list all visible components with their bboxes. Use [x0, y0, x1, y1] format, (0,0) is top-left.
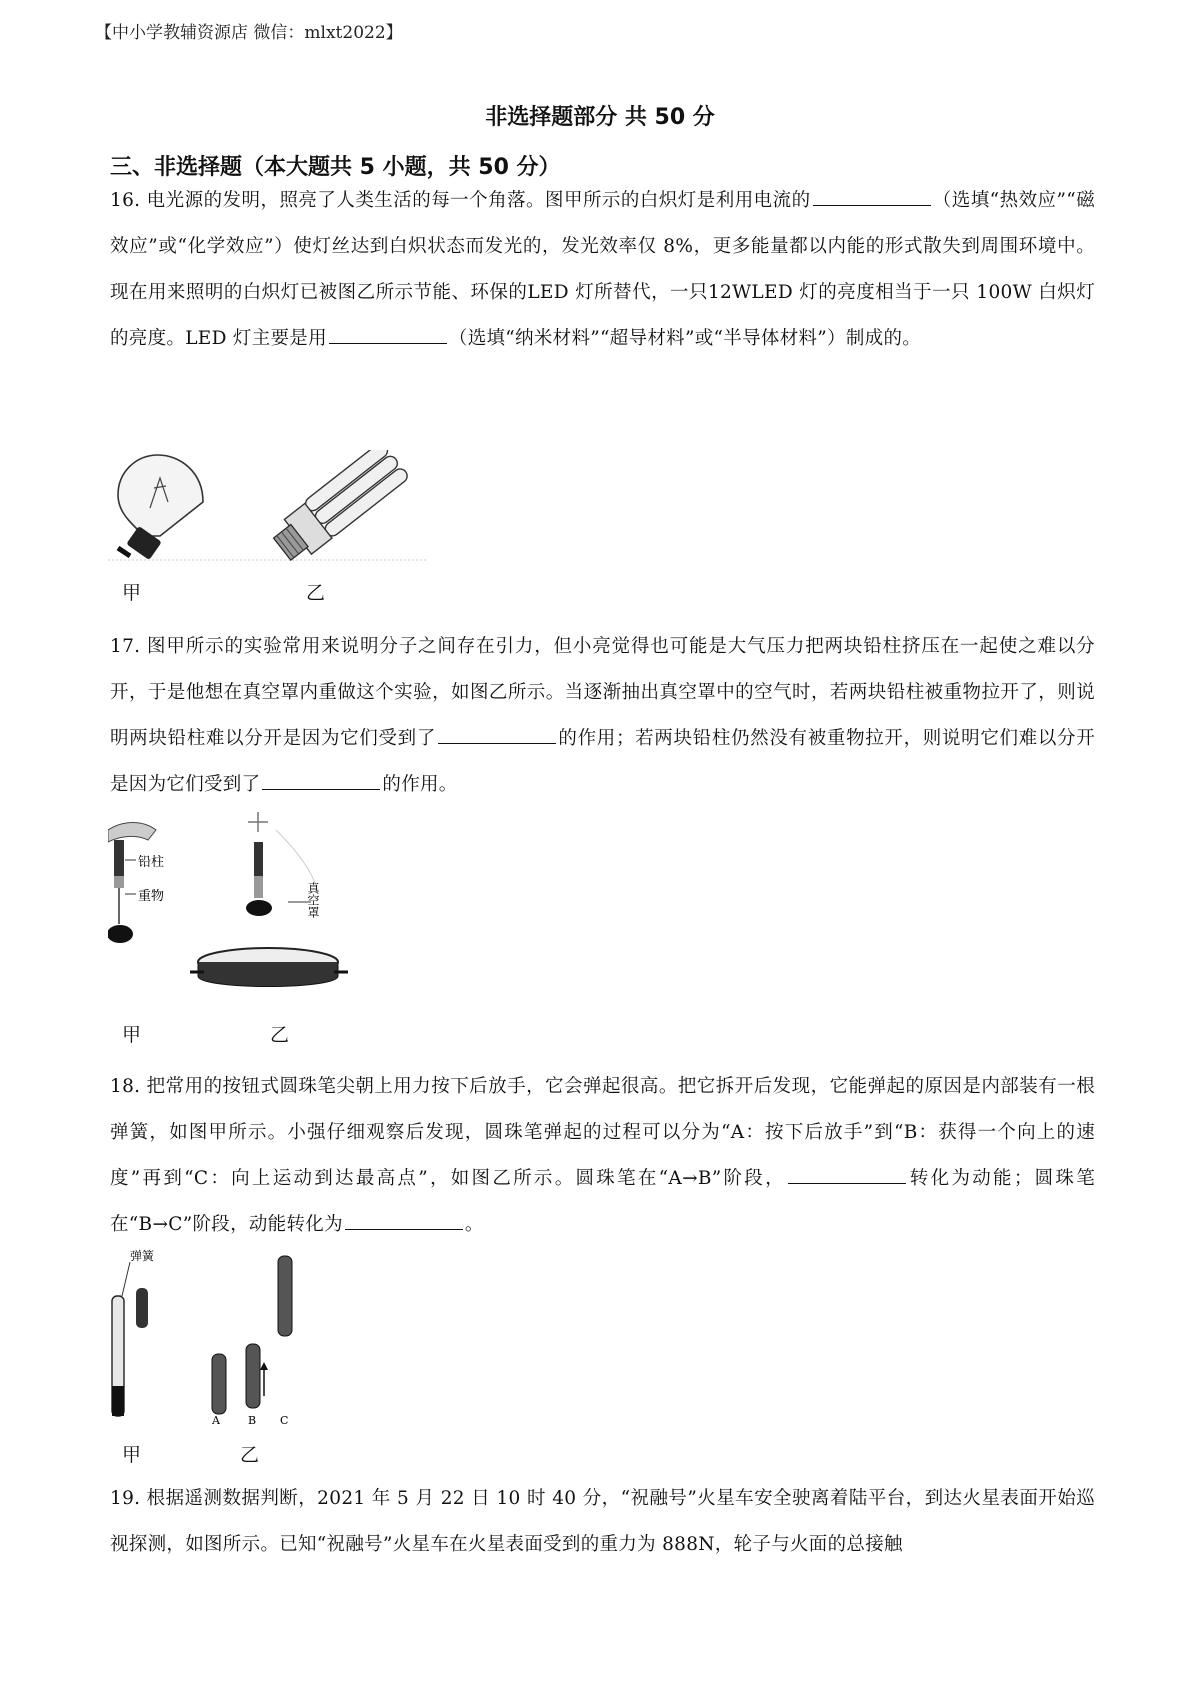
- q18-text-2: 转化为动能；圆珠笔在“B→C”阶段，动能转化为: [110, 1168, 1096, 1235]
- q16-caption-b: 乙: [306, 582, 326, 604]
- q17-text-1: 17. 图甲所示的实验常用来说明分子之间存在引力，但小亮觉得也可能是大气压力把两块铅柱挤压在一起使之难以分开，于是他想在真空罩内重做这个实验，如图乙所示。当逐渐抽出真空罩中的空气时，若两块铅柱被重物拉开了，则说明两块铅柱难以分开是因为它们受到了: [110, 636, 1095, 749]
- q16-text-1: 16. 电光源的发明，照亮了人类生活的每一个角落。图甲所示的白炽灯是利用电流的: [110, 190, 811, 211]
- label-lead-column: 铅柱: [138, 855, 165, 870]
- q17-blank-2[interactable]: [262, 771, 380, 790]
- q16-figure: [108, 450, 438, 565]
- pen-motion-sequence-image: [211, 1256, 292, 1426]
- header-tag: 【中小学教辅资源店 微信：mlxt2022】: [95, 23, 403, 43]
- q17-figure: [108, 812, 368, 1002]
- q17-caption-a: 甲: [122, 1024, 142, 1046]
- q18-blank-2[interactable]: [345, 1211, 463, 1230]
- led-lamp-image: [267, 450, 410, 565]
- section-title: 三、非选择题（本大题共 5 小题，共 50 分）: [110, 155, 561, 180]
- q16-blank-2[interactable]: [329, 325, 447, 344]
- q17-blank-1[interactable]: [438, 725, 556, 744]
- question-16: [110, 178, 1095, 362]
- q18-text-1: 18. 把常用的按钮式圆珠笔尖朝上用力按下后放手，它会弹起很高。把它拆开后发现，它能弹起的原因是内部装有一根弹簧，如图甲所示。小强仔细观察后发现，圆珠笔弹起的过程可以分为“A：按下后放手”到“B：获得一个向上的速度”再到“C：向上运动到达最高点”，如图乙所示。圆珠笔在“A→B”阶段，: [110, 1076, 1095, 1189]
- vacuum-bell-jar-image: [190, 812, 348, 987]
- q18-blank-1[interactable]: [788, 1165, 906, 1184]
- q19-text-1: 19. 根据遥测数据判断，2021 年 5 月 22 日 10 时 40 分，“祝融号”火星车安全驶离着陆平台，到达火星表面开始巡视探测，如图所示。已知“祝融号”火星车在火星表面受到的重力为 888N，轮子与火面的总接触: [110, 1488, 1095, 1555]
- q18-caption-a: 甲: [122, 1444, 142, 1466]
- label-c: C: [280, 1414, 289, 1426]
- label-spring: 弹簧: [130, 1249, 155, 1263]
- q16-text-3: （选填“纳米材料”“超导材料”或“半导体材料”）制成的。: [448, 328, 922, 349]
- part-title: 非选择题部分 共 50 分: [485, 105, 715, 130]
- question-17: [110, 624, 1095, 808]
- q18-caption-b: 乙: [240, 1444, 260, 1466]
- label-a: A: [212, 1414, 220, 1426]
- q17-text-3: 的作用。: [382, 774, 458, 795]
- lead-column-experiment-image: [108, 823, 164, 944]
- incandescent-bulb-image: [118, 455, 203, 560]
- question-19: [110, 1476, 1095, 1568]
- pen-spring-image: [112, 1249, 155, 1416]
- q16-caption-a: 甲: [122, 582, 142, 604]
- label-vacuum-jar: 真空罩: [306, 882, 320, 918]
- q17-caption-b: 乙: [270, 1024, 290, 1046]
- label-weight: 重物: [138, 889, 165, 904]
- q16-blank-1[interactable]: [813, 187, 931, 206]
- q18-text-3: 。: [464, 1214, 484, 1235]
- question-18: [110, 1064, 1095, 1248]
- label-b: B: [248, 1414, 257, 1426]
- q18-figure: [108, 1246, 308, 1426]
- q16-text-2: （选填“热效应”“磁效应”或“化学效应”）使灯丝达到白炽状态而发光的，发光效率仅 8%，更多能量都以内能的形式散失到周围环境中。现在用来照明的白炽灯已被图乙所示节能、环保的LED 灯所替代，一只12WLED 灯的亮度相当于一只 100W 白炽灯的亮度。LED 灯主要是用: [110, 190, 1095, 349]
- q17-text-2: 的作用；若两块铅柱仍然没有被重物拉开，则说明它们难以分开是因为它们受到了: [110, 728, 1096, 795]
